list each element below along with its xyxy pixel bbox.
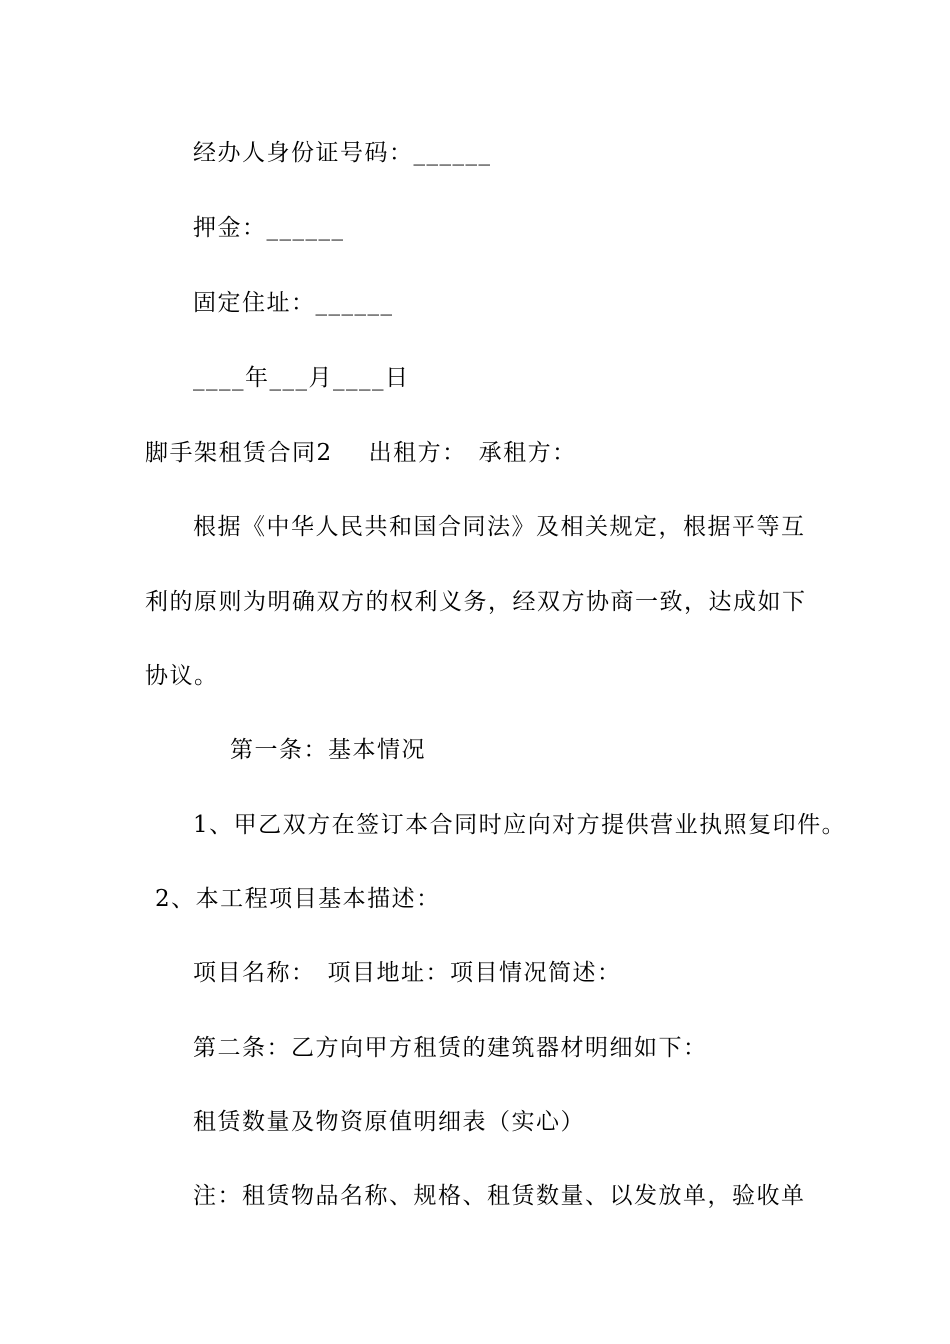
paragraph-line: 协议。 (145, 663, 219, 689)
item-1: 1、甲乙双方在签订本合同时应向对方提供营业执照复印件。 (193, 812, 847, 838)
project-address-label: 项目地址：项目情况简述： (327, 960, 622, 986)
lessee-label: 承租方： (478, 440, 577, 466)
article-1-heading: 第一条：基本情况 (230, 737, 426, 763)
project-name-label: 项目名称： (193, 960, 316, 986)
item-2: 2、本工程项目基本描述： (155, 886, 441, 912)
note-line: 注：租赁物品名称、规格、租赁数量、以发放单，验收单 (193, 1183, 806, 1209)
table-title: 租赁数量及物资原值明细表（实心） (193, 1109, 585, 1135)
project-info-line (193, 958, 622, 988)
article-2-heading: 第二条：乙方向甲方租赁的建筑器材明细如下： (193, 1035, 708, 1061)
address-line: 固定住址：______ (193, 290, 394, 316)
lessor-label: 出租方： (368, 440, 467, 466)
contract-title: 脚手架租赁合同2 (145, 440, 333, 466)
paragraph-line: 利的原则为明确双方的权利义务，经双方协商一致，达成如下 (145, 589, 807, 615)
agent-id-line: 经办人身份证号码：______ (193, 140, 492, 166)
paragraph-line: 根据《中华人民共和国合同法》及相关规定，根据平等互 (193, 514, 806, 540)
contract-heading-line (145, 438, 577, 468)
date-line: ____年___月____日 (193, 365, 410, 391)
deposit-line: 押金：______ (193, 215, 345, 241)
